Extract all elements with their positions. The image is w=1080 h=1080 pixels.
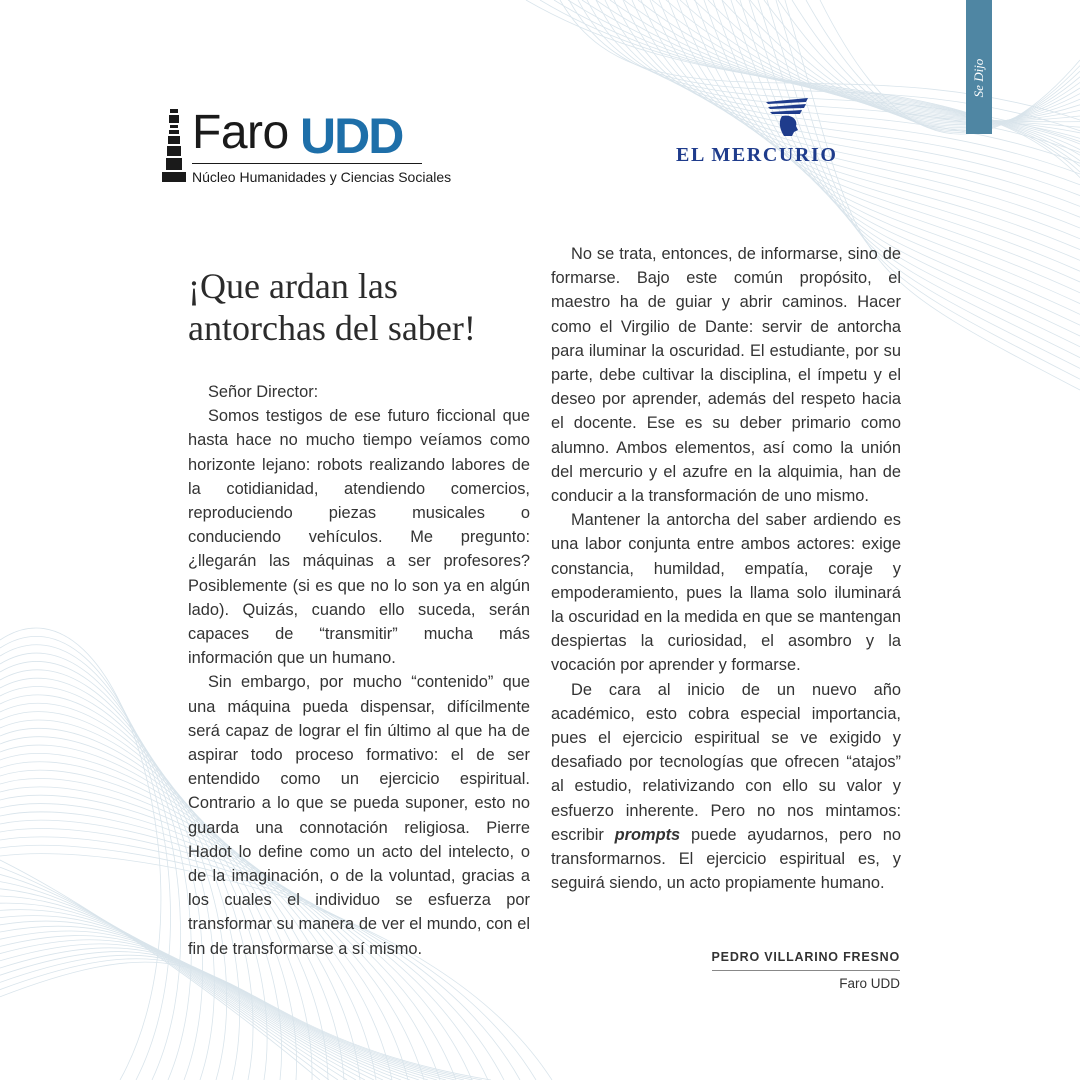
section-tab-label: Se Dijo (971, 58, 986, 98)
wave-line (0, 670, 214, 1080)
faro-wordmark (192, 105, 289, 161)
article-headline: ¡Que ardan las antorchas del saber! (188, 266, 476, 348)
author-name: PEDRO VILLARINO FRESNO (711, 950, 900, 964)
wave-line (0, 645, 181, 1080)
el-mercurio-wordmark: EL MERCURIO (676, 144, 838, 166)
paragraph: Sin embargo, por mucho “contenido” que una máquina pueda dispensar, difícilmente será capaz de lograr el fin último al que ha de aspirar todo proceso formativo: el de ser entendido como un ejercicio espiritual. Contrario a lo que se pueda suponer, esto no guarda una connotación religiosa. Pierre Hadot lo define como un acto del intelecto, o de la imaginación, o de la voluntad, gracias a los cuales el individuo se esfuerza por transformar su manera de ver el mundo, con el fin de transformarse a sí mismo. (188, 673, 530, 958)
greeting: Señor Director: (208, 383, 319, 401)
mercury-head-icon (762, 96, 812, 138)
wave-line (0, 653, 191, 1080)
article-column-left (188, 380, 530, 961)
wave-line (0, 661, 203, 1080)
text-run: puede ayudarnos, pero no transformarnos. El ejercicio espiritual es, y seguirá siendo, un acto propiamente humano. (551, 825, 901, 893)
text-run: De cara al inicio de un nuevo año académico, esto cobra especial importancia, pues el ejercicio espiritual se ve exigido y desafiado por tecnologías que ofrecen “atajos” al estudio, relativizando con ello su valor y esfuerzo inherente. Pero no nos mintamos: escribir (551, 680, 901, 844)
lighthouse-icon (160, 105, 190, 185)
wave-line (0, 952, 464, 1080)
paragraph: No se trata, entonces, de informarse, sino de formarse. Bajo este común propósito, el maestro ha de guiar y abrir caminos. Hacer como el Virgilio de Dante: servir de antorcha para iluminar la oscuridad. El estudiante, por su parte, debe cultivar la disciplina, el ímpetu y el deseo por aprender, además del respeto hacia el docente. Ese es su deber primario como alumno. Ambos elementos, así como la unión del mercurio y el azufre en la alquimia, han de conducir a la transformación de uno mismo. (551, 245, 901, 506)
author-affiliation: Faro UDD (839, 976, 900, 991)
article-column-right (551, 242, 901, 895)
faro-divider (192, 163, 422, 164)
author-rule (712, 970, 900, 971)
faro-subtitle: Núcleo Humanidades y Ciencias Sociales (192, 169, 452, 185)
wave-line (0, 962, 491, 1080)
wave-line (0, 944, 446, 1080)
udd-text: UDD (300, 111, 403, 159)
section-tab (966, 0, 992, 134)
paragraph-last (551, 678, 901, 896)
wave-line (0, 948, 455, 1080)
faro-udd-logo (160, 105, 452, 187)
paragraph: Somos testigos de ese futuro ficcional que hasta hace no mucho tiempo veíamos como horizonte lejano: robots realizando labores de la cotidianidad, atendiendo comercios, reproduciendo piezas musicales o conduciendo vehículos. Me pregunto: ¿llegarán las máquinas a ser profesores? Posiblemente (si es que no lo son ya en algún lado). Quizás, cuando ello suceda, serán capaces de “transmitir” mucha más información que un humano. (188, 407, 530, 668)
emphasis-prompts: prompts (614, 825, 681, 844)
faro-name: Faro (192, 106, 289, 159)
paragraph: Mantener la antorcha del saber ardiendo es una labor conjunta entre ambos actores: exige constancia, humildad, empatía, coraje y empoderamiento, pues la llama solo iluminará la oscuridad en la medida en que se mantengan despiertas la curiosidad, el asombro y la vocación por aprender y formarse. (551, 511, 901, 675)
udd-wordmark (300, 111, 426, 159)
el-mercurio-logo (672, 94, 902, 174)
wave-line (0, 636, 171, 1080)
